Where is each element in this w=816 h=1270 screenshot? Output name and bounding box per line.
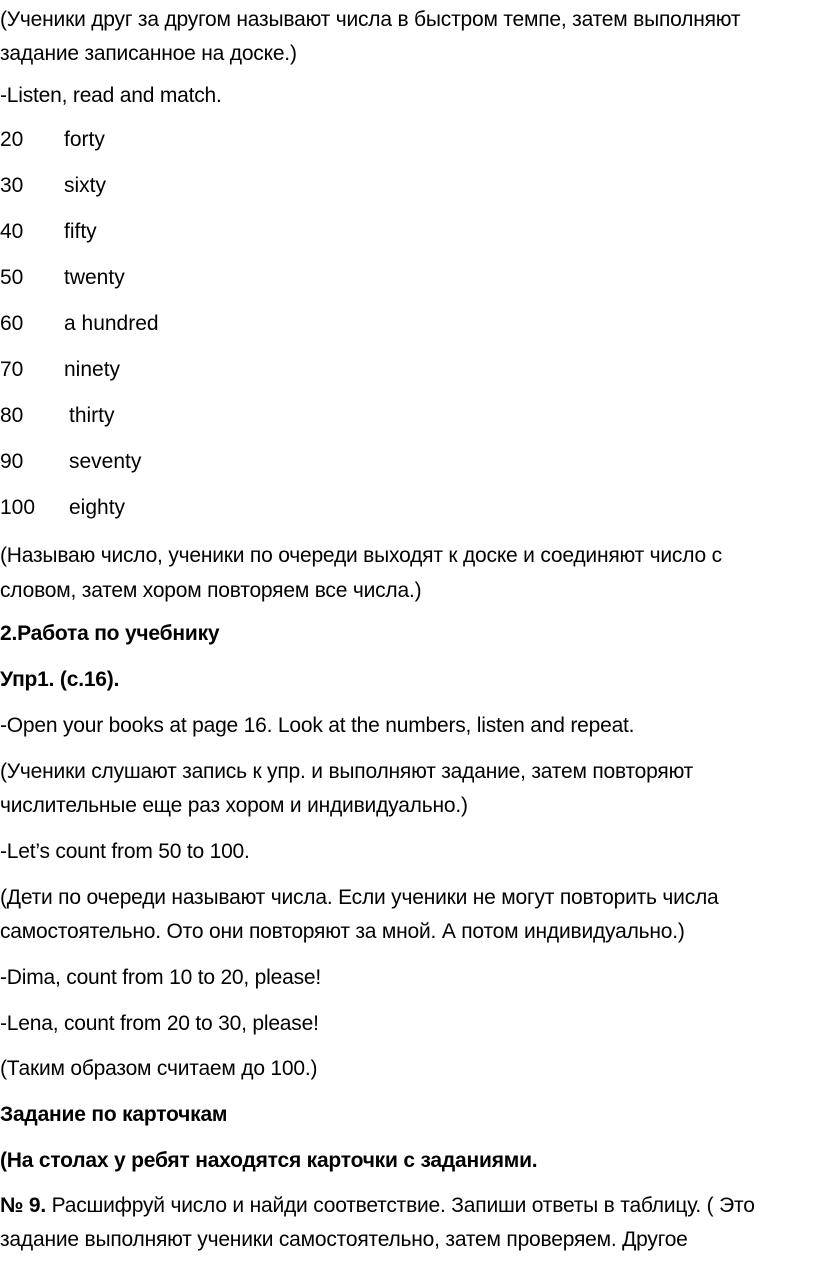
intro-paragraph-line-2: задание записанное на доске.) xyxy=(0,42,297,65)
match-number: 80 xyxy=(0,404,24,427)
match-word: twenty xyxy=(64,266,125,289)
match-number: 50 xyxy=(0,266,24,289)
instruction-listen: -Listen, read and match. xyxy=(0,84,222,107)
instruction-dima: -Dima, count from 10 to 20, please! xyxy=(0,966,321,989)
match-number: 70 xyxy=(0,358,24,381)
match-note-line-2: словом, затем хором повторяем все числа.) xyxy=(0,579,422,602)
match-word: a hundred xyxy=(64,312,159,335)
match-word: ninety xyxy=(64,358,121,381)
intro-paragraph-line-1: (Ученики друг за другом называют числа в быстром темпе, затем выполняют xyxy=(0,8,741,31)
match-number: 30 xyxy=(0,174,24,197)
match-word: sixty xyxy=(64,174,106,197)
count-note-line-1: (Дети по очереди называют числа. Если ученики не могут повторить числа xyxy=(0,886,719,909)
heading-textbook-work: 2.Работа по учебнику xyxy=(0,622,220,645)
instruction-lena: -Lena, count from 20 to 30, please! xyxy=(0,1012,319,1035)
match-word: fifty xyxy=(64,220,97,243)
exercise-note-line-2: числительные еще раз хором и индивидуально.) xyxy=(0,794,468,817)
exercise-note-line-1: (Ученики слушают запись к упр. и выполняют задание, затем повторяют xyxy=(0,760,694,783)
match-number: 100 xyxy=(0,496,36,519)
cards-note: (На столах у ребят находятся карточки с заданиями. xyxy=(0,1149,538,1172)
match-row xyxy=(0,171,106,201)
count-summary: (Таким образом считаем до 100.) xyxy=(0,1057,318,1080)
match-row xyxy=(0,309,159,339)
match-row xyxy=(0,217,97,247)
match-row xyxy=(0,447,141,477)
instruction-open-books: -Open your books at page 16. Look at the numbers, listen and repeat. xyxy=(0,714,635,737)
task-9-line-1 xyxy=(0,1190,755,1222)
match-row xyxy=(0,401,115,431)
match-row xyxy=(0,493,125,523)
task-9-text: Расшифруй число и найди соответствие. Запиши ответы в таблицу. ( Это xyxy=(45,1194,755,1217)
match-word: seventy xyxy=(69,450,142,473)
heading-exercise-1: Упр1. (с.16). xyxy=(0,668,120,691)
heading-cards-task: Задание по карточкам xyxy=(0,1103,228,1126)
match-note-line-1: (Называю число, ученики по очереди выходят к доске и соединяют число с xyxy=(0,544,722,567)
task-9-label: № 9. xyxy=(0,1194,46,1217)
instruction-count: -Let’s count from 50 to 100. xyxy=(0,840,250,863)
match-row xyxy=(0,355,120,385)
task-9-line-2: задание выполняют ученики самостоятельно, затем проверяем. Другое xyxy=(0,1228,688,1251)
match-word: thirty xyxy=(69,404,115,427)
match-number: 90 xyxy=(0,450,24,473)
match-number: 60 xyxy=(0,312,24,335)
count-note-line-2: самостоятельно. Ото они повторяют за мной. А потом индивидуально.) xyxy=(0,920,685,943)
match-number: 20 xyxy=(0,128,24,151)
match-word: eighty xyxy=(69,496,126,519)
match-row xyxy=(0,263,125,293)
match-row xyxy=(0,125,105,155)
match-word: forty xyxy=(64,128,105,151)
match-number: 40 xyxy=(0,220,24,243)
